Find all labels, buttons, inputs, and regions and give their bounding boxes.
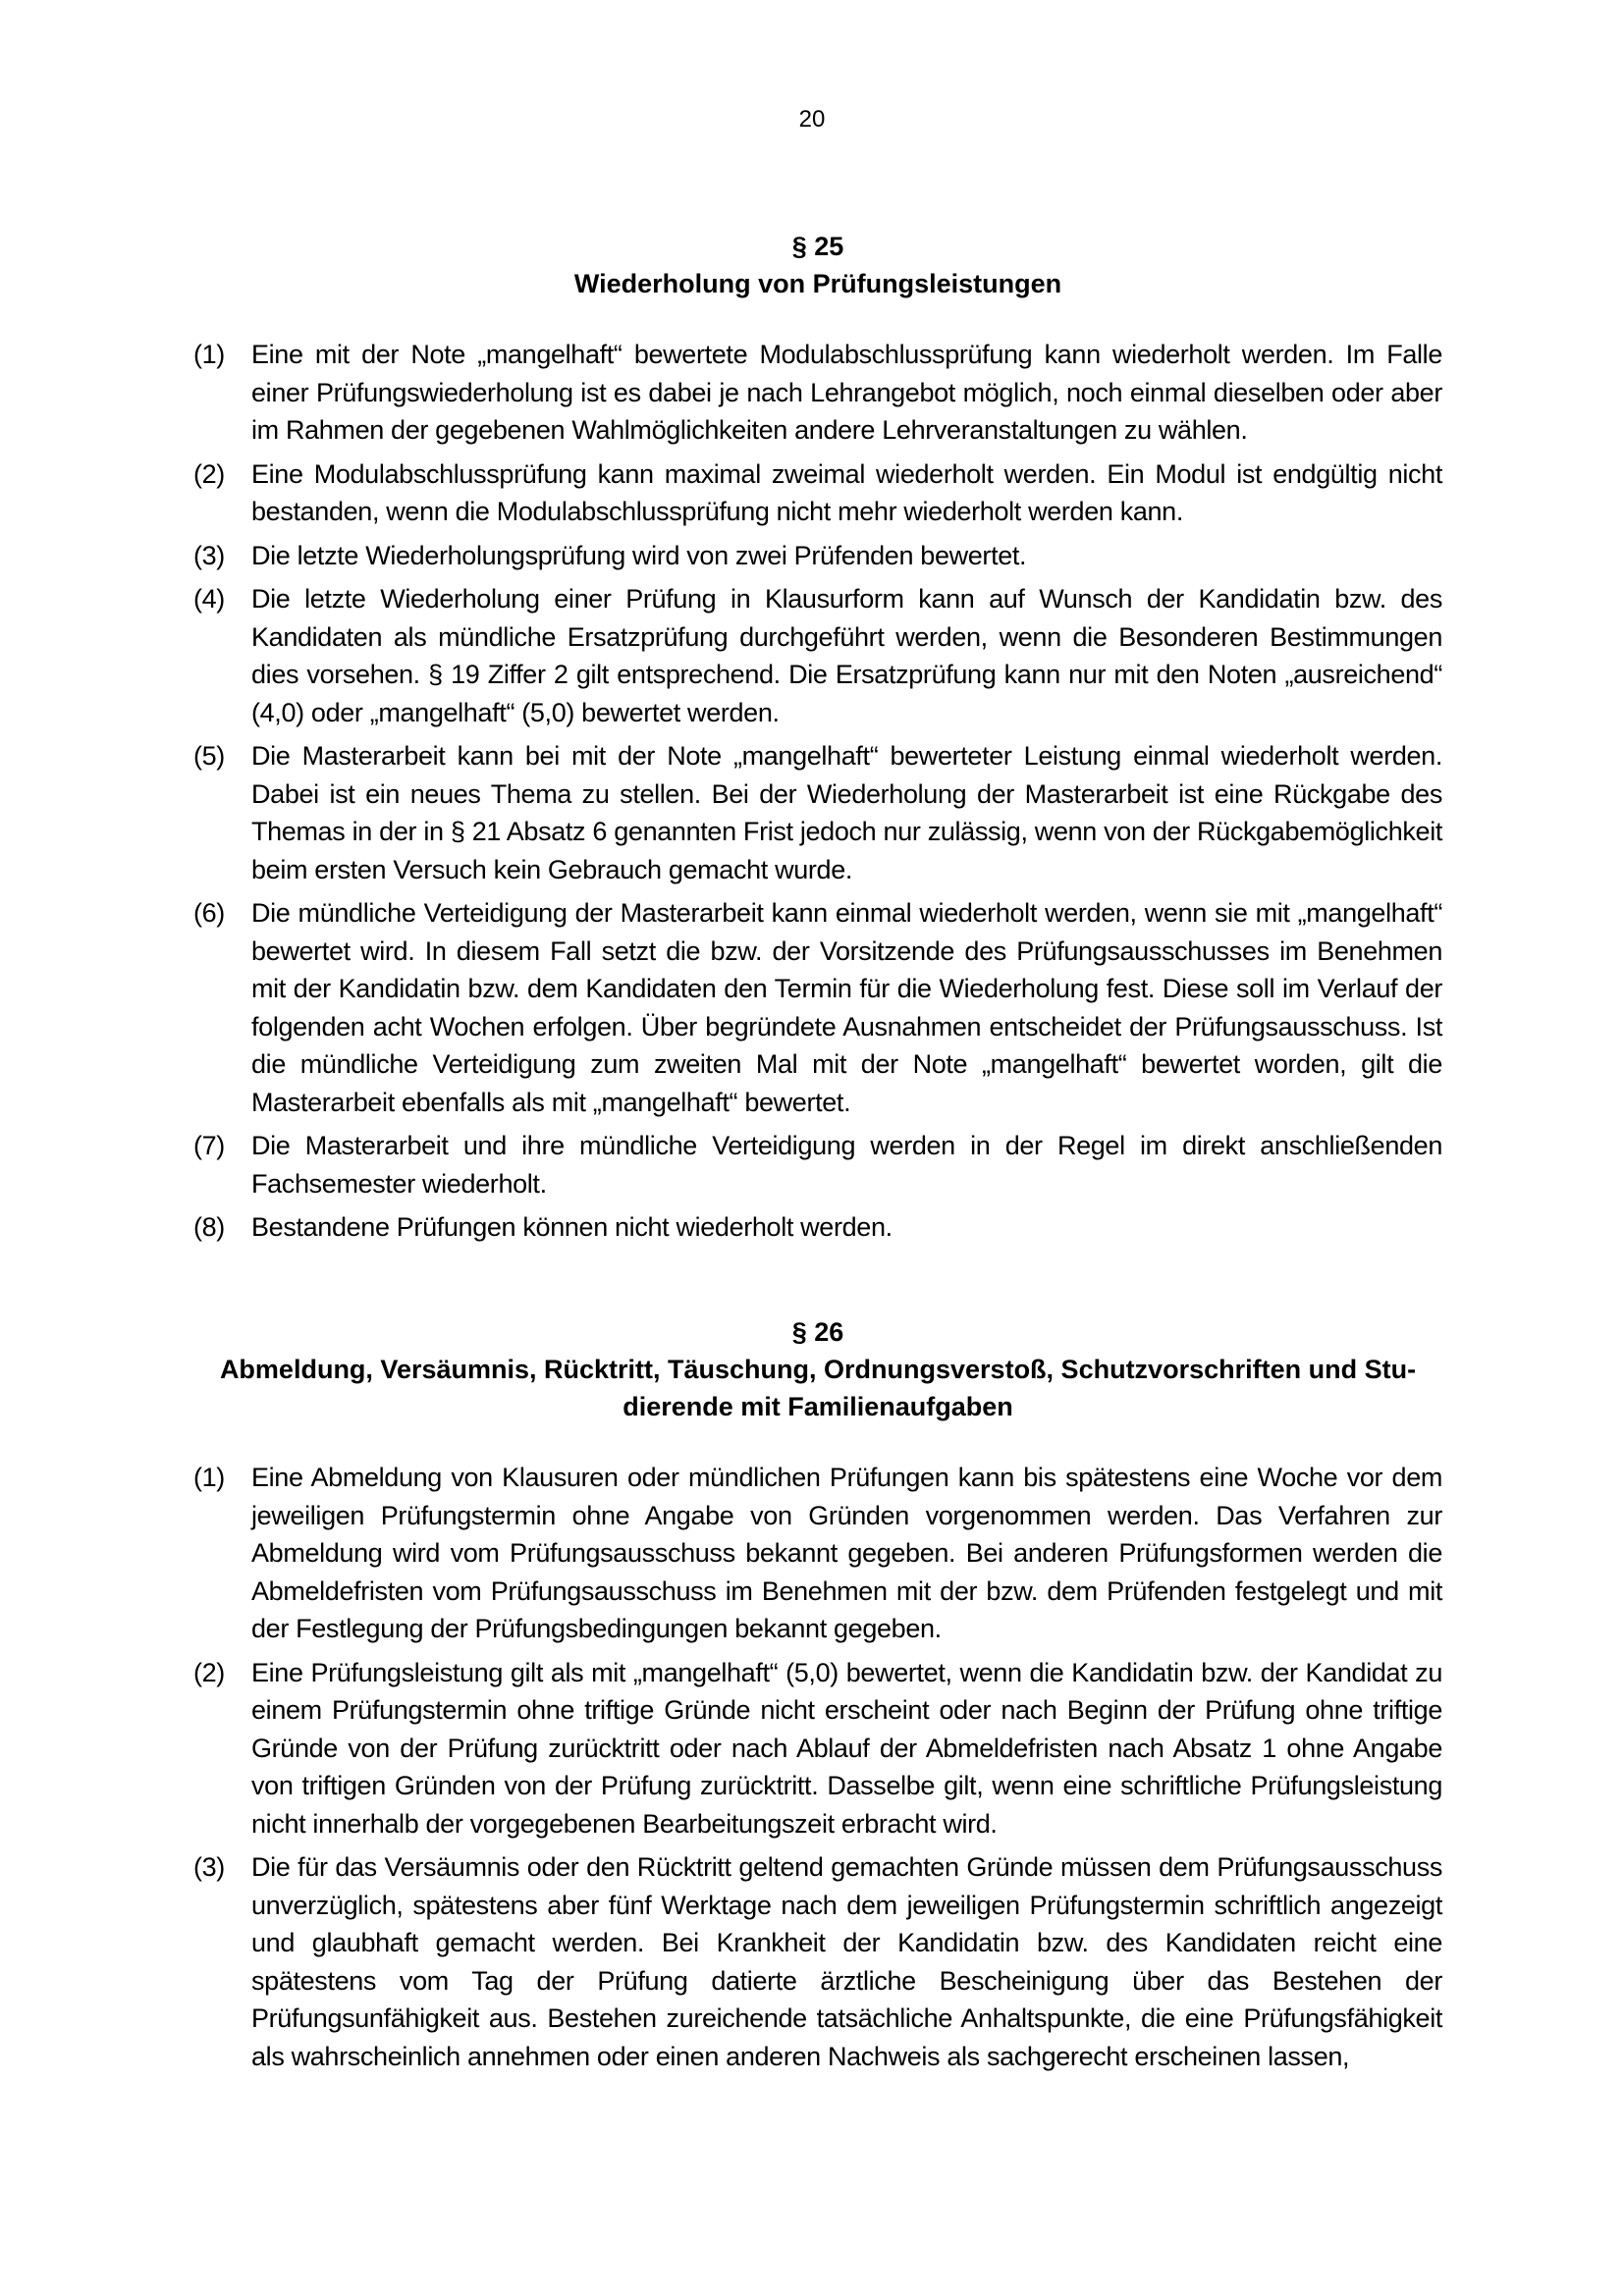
paragraph-text: Die Masterarbeit und ihre mündliche Verteidigung werden in der Regel im direkt anschließenden Fachsemester wiederholt. [251, 1131, 1442, 1199]
paragraph [193, 1208, 1442, 1247]
paragraph [193, 1127, 1442, 1202]
paragraph-number: (2) [193, 458, 225, 489]
paragraph [193, 537, 1442, 575]
paragraph-text: Die letzte Wiederholung einer Prüfung in Klausurform kann auf Wunsch der Kandidatin bzw. des Kandidaten als mündliche Ersatzprüfung durchgeführt werden, wenn die Besonderen Bestimmungen dies vorsehen. § 19 Ziffer 2 gilt entsprechend. Die Ersatzprüfung kann nur mit den Noten „ausreichend“ (4,0) oder „mangelhaft“ (5,0) bewertet werden. [251, 584, 1442, 727]
paragraph-number: (5) [193, 741, 225, 771]
section-title: Wiederholung von Prüfungsleistungen [573, 269, 1062, 298]
paragraph-number: (3) [193, 1852, 225, 1882]
paragraph [193, 455, 1442, 531]
paragraph-text: Die Masterarbeit kann bei mit der Note „mangelhaft“ bewerteter Leistung einmal wiederholt werden. Dabei ist ein neues Thema zu stellen. Bei der Wiederholung der Masterarbeit ist eine Rückgabe des Themas in der in § 21 Absatz 6 genannten Frist jedoch nur zulässig, wenn von der Rückgabemöglichkeit beim ersten Versuch kein Gebrauch gemacht wurde. [251, 741, 1442, 884]
section-heading [193, 228, 1442, 302]
paragraph-text: Eine Modulabschlussprüfung kann maximal zweimal wiederholt werden. Ein Modul ist endgültig nicht bestanden, wenn die Modulabschlussprüfung nicht mehr wiederholt werden kann. [251, 458, 1442, 526]
paragraph-text: Eine mit der Note „mangelhaft“ bewertete Modulabschlussprüfung kann wiederholt werden. Im Falle einer Prüfungswiederholung ist es dabei je nach Lehrangebot möglich, noch einmal dieselben oder aber im Rahmen der gegebenen Wahlmöglichkeiten andere Lehrveranstaltungen zu wählen. [251, 340, 1442, 445]
paragraph-number: (7) [193, 1131, 225, 1160]
section-number: § 25 [791, 232, 844, 261]
section-title-line-1: Abmeldung, Versäumnis, Rücktritt, Täuschung, Ordnungsverstoß, Schutzvorschriften und Stu- [219, 1355, 1417, 1384]
page-number: 20 [798, 106, 826, 133]
paragraph-text: Die mündliche Verteidigung der Masterarbeit kann einmal wiederholt werden, wenn sie mit „mangelhaft“ bewertet wird. In diesem Fall setzt die bzw. der Vorsitzende des Prüfungsausschusses im Benehmen mit der Kandidatin bzw. dem Kandidaten den Termin für die Wiederholung fest. Diese soll im Verlauf der folgenden acht Wochen erfolgen. Über begründete Ausnahmen entscheidet der Prüfungsausschuss. Ist die mündliche Verteidigung zum zweiten Mal mit der Note „mangelhaft“ bewertet worden, gilt die Masterarbeit ebenfalls als mit „mangelhaft“ bewertet. [251, 898, 1442, 1117]
paragraph [193, 737, 1442, 888]
paragraph-text: Die für das Versäumnis oder den Rücktritt geltend gemachten Gründe müssen dem Prüfungsausschuss unverzüglich, spätestens aber fünf Werktage nach dem jeweiligen Prüfungstermin schriftlich angezeigt und glaubhaft gemacht werden. Bei Krankheit der Kandidatin bzw. des Kandidaten reicht eine spätestens vom Tag der Prüfung datierte ärztliche Bescheinigung über das Bestehen der Prüfungsunfähigkeit aus. Bestehen zureichende tatsächliche Anhaltspunkte, die eine Prüfungsfähigkeit als wahrscheinlich annehmen oder einen anderen Nachweis als sachgerecht erscheinen lassen, [251, 1852, 1442, 2071]
section-26 [193, 1313, 1442, 2081]
section-25 [193, 228, 1442, 1253]
paragraph-number: (2) [193, 1657, 225, 1687]
paragraph-number: (6) [193, 898, 225, 928]
paragraph-text: Eine Prüfungsleistung gilt als mit „mangelhaft“ (5,0) bewertet, wenn die Kandidatin bzw. der Kandidat zu einem Prüfungstermin ohne triftige Gründe nicht erscheint oder nach Beginn der Prüfung ohne triftige Gründe von der Prüfung zurücktritt oder nach Ablauf der Abmeldefristen nach Absatz 1 ohne Angabe von triftigen Gründen von der Prüfung zurücktritt. Dasselbe gilt, wenn eine schriftliche Prüfungsleistung nicht innerhalb der vorgegebenen Bearbeitungszeit erbracht wird. [251, 1657, 1442, 1839]
paragraph-list [193, 1459, 1442, 2075]
paragraph [193, 1654, 1442, 1843]
paragraph-text: Eine Abmeldung von Klausuren oder mündlichen Prüfungen kann bis spätestens eine Woche vor dem jeweiligen Prüfungstermin ohne Angabe von Gründen vorgenommen werden. Das Verfahren zur Abmeldung wird vom Prüfungsausschuss bekannt gegeben. Bei anderen Prüfungsformen werden die Abmeldefristen vom Prüfungsausschuss im Benehmen mit der bzw. dem Prüfenden festgelegt und mit der Festlegung der Prüfungsbedingungen bekannt gegeben. [251, 1463, 1442, 1643]
paragraph-text: Bestandene Prüfungen können nicht wiederholt werden. [251, 1212, 893, 1242]
paragraph-number: (4) [193, 584, 225, 614]
paragraph-number: (8) [193, 1212, 225, 1242]
paragraph-number: (1) [193, 1463, 225, 1492]
paragraph [193, 1459, 1442, 1648]
paragraph-list [193, 336, 1442, 1247]
paragraph-number: (1) [193, 340, 225, 369]
paragraph [193, 580, 1442, 731]
section-number: § 26 [791, 1317, 844, 1347]
paragraph-text: Die letzte Wiederholungsprüfung wird von zwei Prüfenden bewertet. [251, 540, 1027, 570]
paragraph [193, 336, 1442, 450]
paragraph-number: (3) [193, 540, 225, 570]
section-heading [193, 1313, 1442, 1425]
section-title-line-2: dierende mit Familienaufgaben [623, 1392, 1013, 1421]
paragraph [193, 1848, 1442, 2075]
paragraph [193, 894, 1442, 1121]
